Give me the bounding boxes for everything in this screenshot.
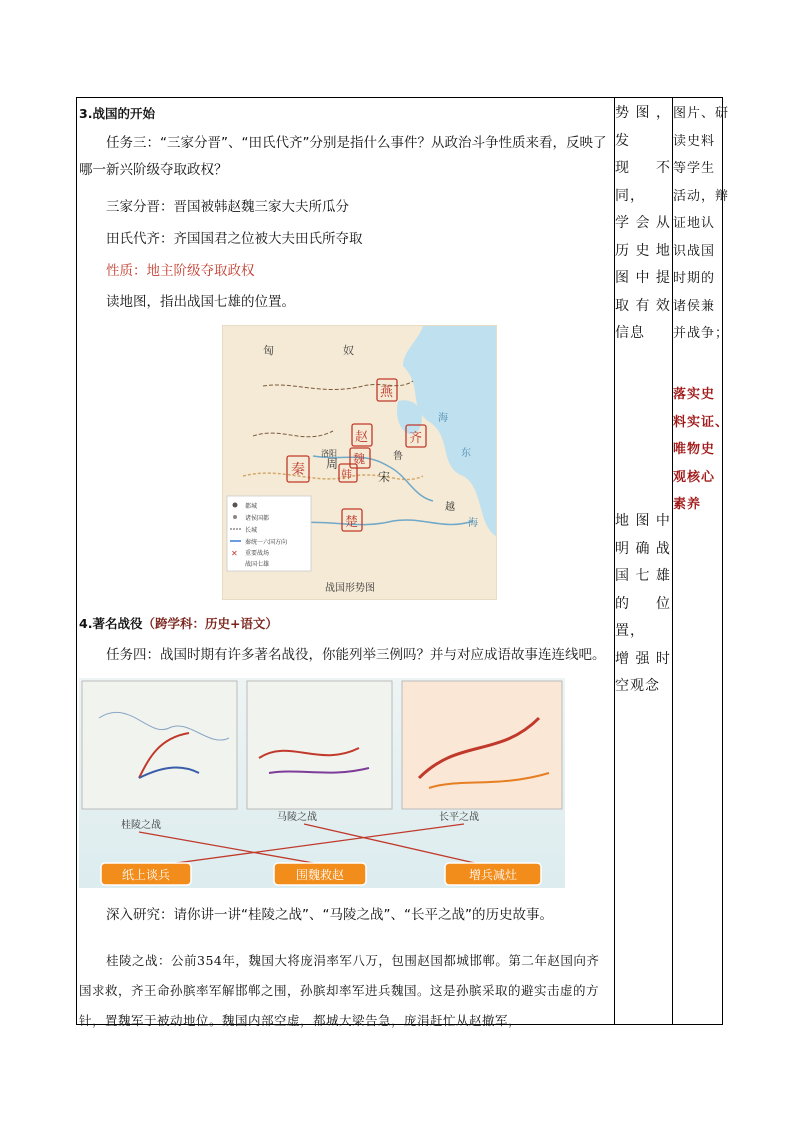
map-label-sea3: 海 [468, 518, 478, 529]
section4-title: 4.著名战役 [79, 616, 143, 631]
map-label-chu: 楚 [345, 515, 359, 530]
legend-great-wall: 长城 [245, 527, 258, 534]
research-text: 深入研究：请你讲一讲“桂陵之战”、“马陵之战”、“长平之战”的历史故事。 [106, 907, 553, 923]
map-label-yue: 越 [445, 502, 455, 513]
map-caption: 战国形势图 [325, 583, 375, 594]
map-label-yan: 燕 [380, 385, 394, 400]
battle-label-guiling: 桂陵之战 [121, 820, 161, 831]
idiom-zengbing: 增兵减灶 [468, 868, 518, 882]
map-label-qin: 秦 [291, 462, 305, 478]
warring-states-map [222, 325, 497, 600]
map-label-sea2: 东 [461, 448, 471, 459]
read-map-text: 读地图，指出战国七雄的位置。 [106, 294, 295, 310]
battles-matching-figure [79, 678, 565, 888]
story-text: 桂陵之战：公前354年，魏国大将庞涓率军八万，包围赵国都城邯郸。第二年赵国向齐国求救，齐王命孙膑率军解邯郸之围，孙膑却率军进兵魏国。这是孙膑采取的避实击虚的方针，置魏军于被动地位。魏国内部空虚，都城大梁告急，庞涓赶忙从赵撤军， [79, 953, 600, 1028]
task3-text: 任务三：“三家分晋”、“田氏代齐”分别是指什么事件？从政治斗争性质来看，反映了哪一新兴阶级夺取政权？ [79, 135, 607, 178]
tianshi-text: 田氏代齐：齐国国君之位被大夫田氏所夺取 [106, 231, 363, 247]
battle-label-changping: 长平之战 [439, 812, 479, 823]
main-column [77, 98, 614, 1028]
map-label-zhou: 周 [326, 457, 339, 471]
map-label-xiongnu2: 奴 [343, 344, 354, 357]
map-label-sea1: 海 [438, 413, 448, 424]
map-label-luoyang: 洛阳 [321, 449, 337, 458]
section4-note: （跨学科：历史+语文） [142, 616, 278, 631]
task4-text: 任务四：战国时期有许多著名战役，你能列举三例吗？并与对应成语故事连连线吧。 [106, 647, 606, 663]
sanjia-text: 三家分晋：晋国被韩赵魏三家大夫所瓜分 [106, 199, 349, 215]
nature-text: 性质：地主阶级夺取政权 [106, 263, 255, 279]
col2-block2: 地 图 中 明 确 战 国 七 雄 的位置， 增 强 时 空观念 [615, 513, 671, 694]
legend-vassal-capital: 诸侯国都 [245, 515, 270, 522]
map-label-lu: 鲁 [393, 451, 403, 462]
map-label-han: 韩 [341, 468, 352, 481]
design-intent-column [615, 98, 672, 1024]
svg-text:✕: ✕ [231, 549, 238, 558]
legend-capital: 都城 [245, 503, 258, 510]
map-label-xiongnu1: 匈 [263, 344, 274, 357]
section-heading: 3.战国的开始 [79, 106, 155, 121]
col2-block1: 势图，发 现不同， 学 会 从 历 史 地 图 中 提 取 有 效 信息 [615, 105, 671, 341]
idiom-weiwei: 围魏救赵 [295, 868, 345, 882]
section-heading-4 [79, 614, 278, 632]
content-table [76, 97, 730, 1028]
battle-label-maling: 马陵之战 [277, 812, 317, 823]
map-graphic [223, 326, 496, 599]
map-label-wei: 魏 [353, 452, 366, 466]
map-label-zhao: 赵 [355, 430, 369, 445]
idiom-zhishang: 纸上谈兵 [121, 868, 171, 882]
col3-normal: 图片、研 读史料 等学生 活动，辩 证地认 识战国 时期的 诸侯兼 并战争； [673, 106, 730, 341]
legend-battlefield: 重要战场 [245, 550, 270, 557]
legend-seven-states: 战国七雄 [245, 561, 270, 568]
legend-unification-direction: 秦统一六国方向 [245, 539, 288, 546]
battles-graphic [79, 678, 565, 888]
map-label-song: 宋 [378, 470, 391, 484]
map-label-qi: 齐 [409, 431, 423, 446]
goals-column [673, 98, 730, 1024]
col3-bold: 落实史 料实证、 唯物史 观核心 素养 [673, 387, 730, 512]
